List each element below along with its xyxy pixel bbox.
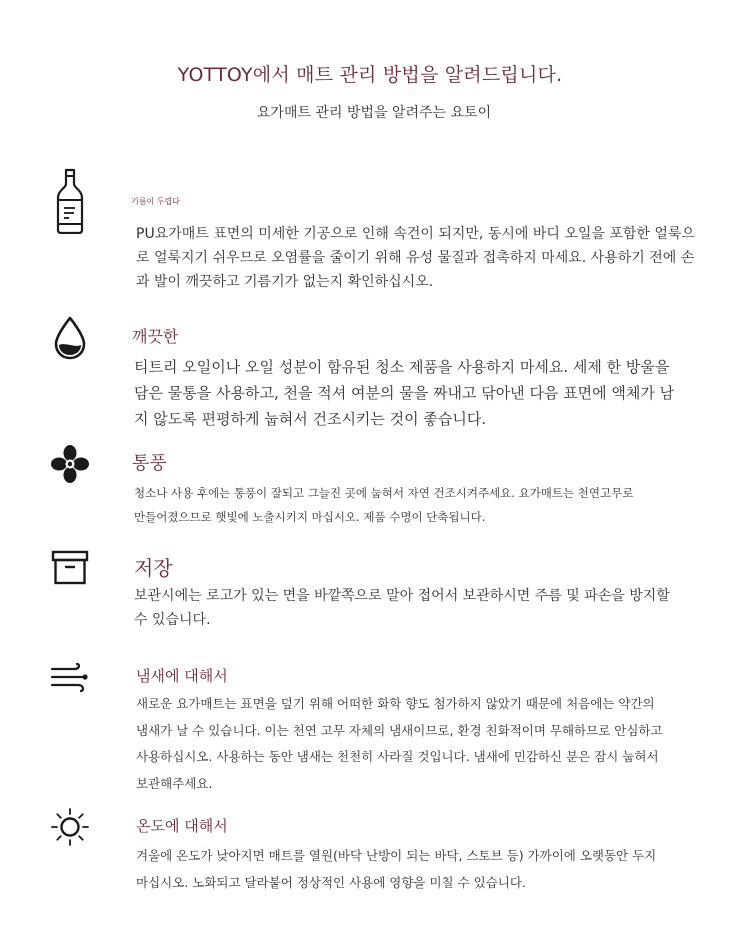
section-title: 기름이 두렵다 xyxy=(131,197,180,206)
wind-icon xyxy=(44,652,96,704)
section-title: 깨끗한 xyxy=(132,327,179,346)
section-body: 청소나 사용 후에는 통풍이 잘되고 그늘진 곳에 눕혀서 자연 건조시켜주세요. 요가매트는 천연고무로 만들어졌으므로 햇빛에 노출시키지 마십시오. 제품 수명이 단축됩니다. xyxy=(134,486,634,524)
water-drop-icon xyxy=(44,312,96,364)
section-title: 통풍 xyxy=(132,453,167,474)
page-title: YOTTOY에서 매트 관리 방법을 알려드립니다. xyxy=(177,64,563,86)
sun-icon xyxy=(44,801,96,853)
page-subtitle: 요가매트 관리 방법을 알려주는 요토이 xyxy=(256,105,492,121)
storage-box-icon xyxy=(44,542,96,594)
section-body: 보관시에는 로고가 있는 면을 바깥쪽으로 말아 접어서 보관하시면 주름 및 파손을 방지할 수 있습니다. xyxy=(134,588,670,628)
bottle-icon xyxy=(44,168,96,234)
fan-icon xyxy=(44,438,96,490)
section-body: 티트리 오일이나 오일 성분이 함유된 청소 제품을 사용하지 마세요. 세제 한 방울을 담은 물통을 사용하고, 천을 적셔 여분의 물을 짜내고 닦아낸 다음 표면에 액체가 남지 않도록 편평하게 눕혀서 건조시키는 것이 좋습니다. xyxy=(134,358,675,428)
section-title: 저장 xyxy=(134,556,173,580)
section-title: 온도에 대해서 xyxy=(136,817,228,835)
section-title: 냄새에 대해서 xyxy=(136,667,228,685)
section-body: PU요가매트 표면의 미세한 기공으로 인해 속건이 되지만, 동시에 바디 오일을 포함한 얼룩으로 얼룩지기 쉬우므로 오염률을 줄이기 위해 유성 물질과 접촉하지 마세요. 사용하기 전에 손과 발이 깨끗하고 기름기가 없는지 확인하십시오. xyxy=(136,226,695,290)
section-body: 새로운 요가매트는 표면을 덮기 위해 어떠한 화학 향도 첨가하지 않았기 때문에 처음에는 약간의 냄새가 날 수 있습니다. 이는 천연 고무 자체의 냄새이므로, 환경 친화적이며 무해하므로 안심하고 사용하십시오. 사용하는 동안 냄새는 천천히 사라질 것입니다. 냄새에 민감하신 분은 잠시 눕혀서 보관해주세요. xyxy=(136,696,663,791)
section-body: 겨울에 온도가 낮아지면 매트를 열원(바닥 난방이 되는 바닥, 스토브 등) 가까이에 오랫동안 두지 마십시오. 노화되고 달라붙어 정상적인 사용에 영향을 미칠 수 있습니다. xyxy=(136,848,657,890)
